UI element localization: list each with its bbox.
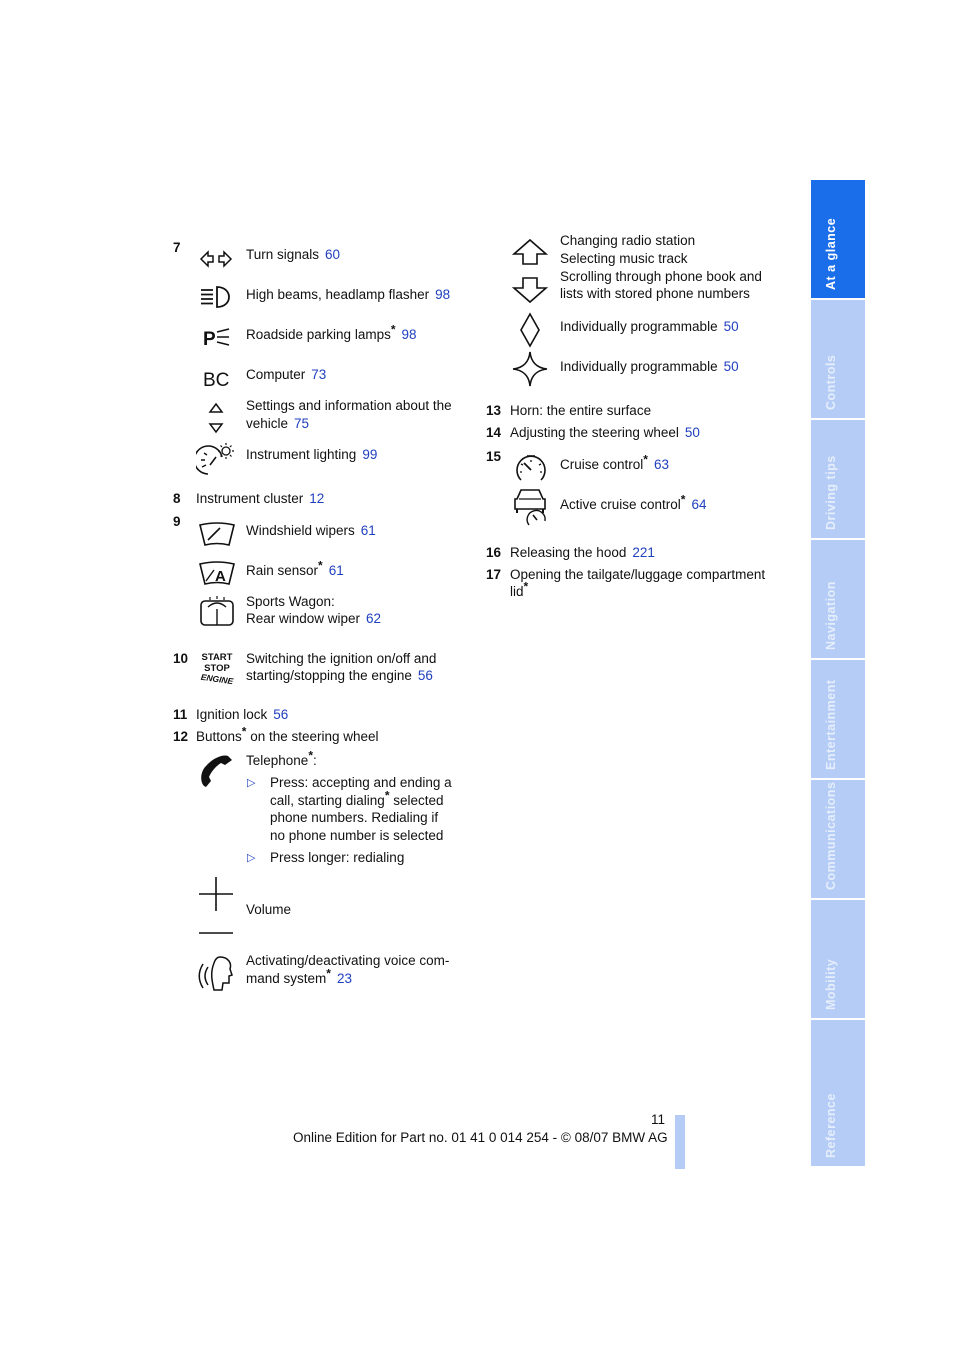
svg-text:P: P (203, 329, 216, 349)
section-number-11: 11 (173, 707, 188, 722)
voice-page-link[interactable]: 23 (336, 971, 352, 986)
cruise-control-entry (560, 452, 669, 474)
instrument-cluster-entry (196, 490, 324, 508)
windshield-wipers-entry (246, 522, 376, 540)
tab-label: Navigation (824, 581, 838, 650)
diamond-icon (518, 312, 542, 348)
high-beams-icon (199, 285, 235, 309)
hood-label: Releasing the hood (510, 545, 627, 560)
instrument-lighting-icon (196, 441, 236, 477)
voice-command-icon (198, 953, 236, 993)
tab-navigation[interactable] (811, 540, 865, 658)
windshield-wipers-icon (198, 522, 236, 548)
settings-entry (246, 415, 309, 433)
cruise-control-icon (513, 450, 549, 484)
horn-label: Horn: the entire surface (510, 403, 652, 418)
voice-line1: Activating/deactivating voice com- (246, 953, 450, 968)
instrument-lighting-entry (246, 446, 377, 464)
tab-label: Reference (824, 1093, 838, 1158)
active-cruise-page-link[interactable]: 64 (691, 497, 707, 512)
svg-text:BC: BC (203, 370, 230, 389)
section-number-13: 13 (486, 403, 502, 418)
rain-sensor-label: Rain sensor (246, 563, 319, 578)
ignition-line2: starting/stopping the engine (246, 668, 412, 683)
hood-entry (510, 544, 655, 562)
ignition-lock-entry (196, 706, 288, 724)
tab-driving-tips[interactable] (811, 420, 865, 538)
stop-text: STOP (204, 662, 230, 674)
ignition-line1: Switching the ignition on/off and (246, 651, 437, 666)
rear-wiper-page-link[interactable]: 62 (366, 611, 382, 626)
telephone-entry (246, 748, 317, 770)
tab-communications[interactable] (811, 780, 865, 898)
instrument-cluster-label: Instrument cluster (196, 491, 304, 506)
prog2-label: Individually programmable (560, 359, 718, 374)
ignition-entry (246, 667, 433, 685)
section-number-8: 8 (173, 491, 181, 506)
section-number-14: 14 (486, 425, 502, 440)
rear-wiper-label: Rear window wiper (246, 611, 361, 626)
prog2-page-link[interactable]: 50 (723, 359, 739, 374)
option-star: * (318, 558, 323, 573)
prog2-entry (560, 358, 739, 376)
computer-page-link[interactable]: 73 (311, 367, 327, 382)
ignition-lock-label: Ignition lock (196, 707, 268, 722)
active-cruise-control-icon (511, 487, 549, 527)
computer-entry (246, 366, 326, 384)
instrument-cluster-page-link[interactable]: 12 (309, 491, 325, 506)
svg-text:A: A (215, 568, 226, 585)
star-four-point-icon (511, 350, 549, 388)
start-text: START (201, 652, 233, 663)
prog1-page-link[interactable]: 50 (723, 319, 739, 334)
option-star: * (523, 579, 529, 594)
option-star: * (384, 788, 390, 803)
section-number-16: 16 (486, 545, 502, 560)
telephone-colon: : (312, 753, 317, 768)
phone-press-line3: phone numbers. Redialing if (270, 810, 439, 825)
arrows-line3: Scrolling through phone book and (560, 269, 762, 284)
ignition-lock-page-link[interactable]: 56 (273, 707, 289, 722)
section-number-15: 15 (486, 449, 502, 464)
tab-controls[interactable] (811, 300, 865, 418)
rain-sensor-entry (246, 558, 344, 580)
volume-down-minus-icon (199, 930, 235, 936)
telephone-label: Telephone (246, 753, 309, 768)
steering-wheel-entry (510, 424, 700, 442)
sports-wagon-line1: Sports Wagon: (246, 594, 335, 609)
phone-press-longer: Press longer: redialing (270, 850, 405, 865)
tab-entertainment[interactable] (811, 660, 865, 778)
tab-mobility[interactable] (811, 900, 865, 1018)
tab-label: At a glance (824, 217, 838, 290)
prog1-label: Individually programmable (560, 319, 718, 334)
option-star: * (643, 452, 648, 467)
active-cruise-label: Active cruise control (560, 497, 681, 512)
tab-label: Entertainment (824, 679, 838, 770)
windshield-wipers-page-link[interactable]: 61 (360, 523, 376, 538)
cruise-control-label: Cruise control (560, 457, 644, 472)
telephone-icon (198, 752, 236, 790)
settings-line1: Settings and information about the (246, 398, 452, 413)
engine-text: ENGINE (200, 671, 234, 687)
arrow-down-icon (512, 276, 548, 304)
instrument-lighting-label: Instrument lighting (246, 447, 357, 462)
turn-signals-page-link[interactable]: 60 (325, 247, 341, 262)
section-number-12: 12 (173, 729, 189, 744)
phone-press-line1: Press: accepting and ending a (270, 775, 452, 790)
turn-signals-icon (199, 248, 233, 270)
arrow-up-icon (512, 238, 548, 266)
option-star: * (326, 966, 331, 981)
turn-signals-entry (246, 246, 340, 264)
buttons-steering-entry (196, 724, 379, 746)
instrument-lighting-page-link[interactable]: 99 (362, 447, 378, 462)
section-number-17: 17 (486, 567, 502, 582)
voice-line2: mand system (246, 971, 327, 986)
hood-page-link[interactable]: 221 (632, 545, 655, 560)
tailgate-entry (510, 579, 529, 601)
bullet-triangle-icon: ▷ (247, 777, 256, 789)
tab-reference[interactable] (811, 1020, 865, 1166)
parking-lamps-icon (203, 327, 231, 349)
rain-sensor-page-link[interactable]: 61 (328, 563, 344, 578)
start-stop-engine-icon (199, 653, 235, 689)
section-number-9: 9 (173, 514, 181, 529)
phone-press-line2 (270, 788, 444, 810)
arrows-line2: Selecting music track (560, 251, 688, 266)
tailgate-line2: lid (510, 584, 524, 599)
option-star: * (390, 322, 396, 337)
turn-signals-label: Turn signals (246, 247, 320, 262)
steering-wheel-label: Adjusting the steering wheel (510, 425, 679, 440)
rear-wiper-entry (246, 610, 381, 628)
option-star: * (680, 492, 686, 507)
volume-label: Volume (246, 902, 292, 917)
option-star: * (241, 724, 247, 739)
parking-lamps-page-link[interactable]: 98 (401, 327, 417, 342)
voice-entry (246, 966, 352, 988)
section-number-7: 7 (173, 240, 181, 255)
buttons-label: Buttons (196, 729, 242, 744)
bullet-triangle-icon: ▷ (247, 852, 256, 864)
settings-line2: vehicle (246, 416, 289, 431)
tailgate-line1: Opening the tailgate/luggage compartment (510, 567, 766, 582)
high-beams-entry (246, 286, 450, 304)
tab-label: Communications (824, 781, 838, 890)
option-star: * (308, 748, 313, 763)
phone-press-line2b: selected (389, 793, 444, 808)
tab-label: Driving tips (824, 455, 838, 530)
prog1-entry (560, 318, 739, 336)
high-beams-label: High beams, headlamp flasher (246, 287, 430, 302)
computer-label: Computer (246, 367, 306, 382)
tab-label: Mobility (824, 958, 838, 1010)
section-number-10: 10 (173, 651, 189, 666)
phone-press-line2a: call, starting dialing (270, 793, 385, 808)
rear-window-wiper-icon (198, 595, 236, 631)
ignition-page-link[interactable]: 56 (417, 668, 433, 683)
arrows-line4: lists with stored phone numbers (560, 286, 750, 301)
arrows-line1: Changing radio station (560, 233, 696, 248)
volume-up-plus-icon (198, 876, 234, 912)
phone-press-line4: no phone number is selected (270, 828, 444, 843)
edition-footer: Online Edition for Part no. 01 41 0 014 254 - © 08/07 BMW AG (293, 1130, 668, 1145)
page-number: 11 (651, 1112, 666, 1127)
up-down-arrows-icon (207, 402, 225, 434)
parking-lamps-label: Roadside parking lamps (246, 327, 391, 342)
computer-bc-icon (203, 367, 233, 389)
cruise-control-page-link[interactable]: 63 (653, 457, 669, 472)
parking-lamps-entry (246, 322, 417, 344)
tab-label: Controls (824, 354, 838, 410)
footer-marker-bar (675, 1115, 685, 1169)
rain-sensor-icon (198, 561, 236, 587)
high-beams-page-link[interactable]: 98 (435, 287, 451, 302)
steering-wheel-page-link[interactable]: 50 (684, 425, 700, 440)
buttons-label-tail: on the steering wheel (246, 729, 379, 744)
settings-page-link[interactable]: 75 (294, 416, 310, 431)
tab-at-a-glance[interactable] (811, 180, 865, 298)
windshield-wipers-label: Windshield wipers (246, 523, 355, 538)
active-cruise-entry (560, 492, 707, 514)
